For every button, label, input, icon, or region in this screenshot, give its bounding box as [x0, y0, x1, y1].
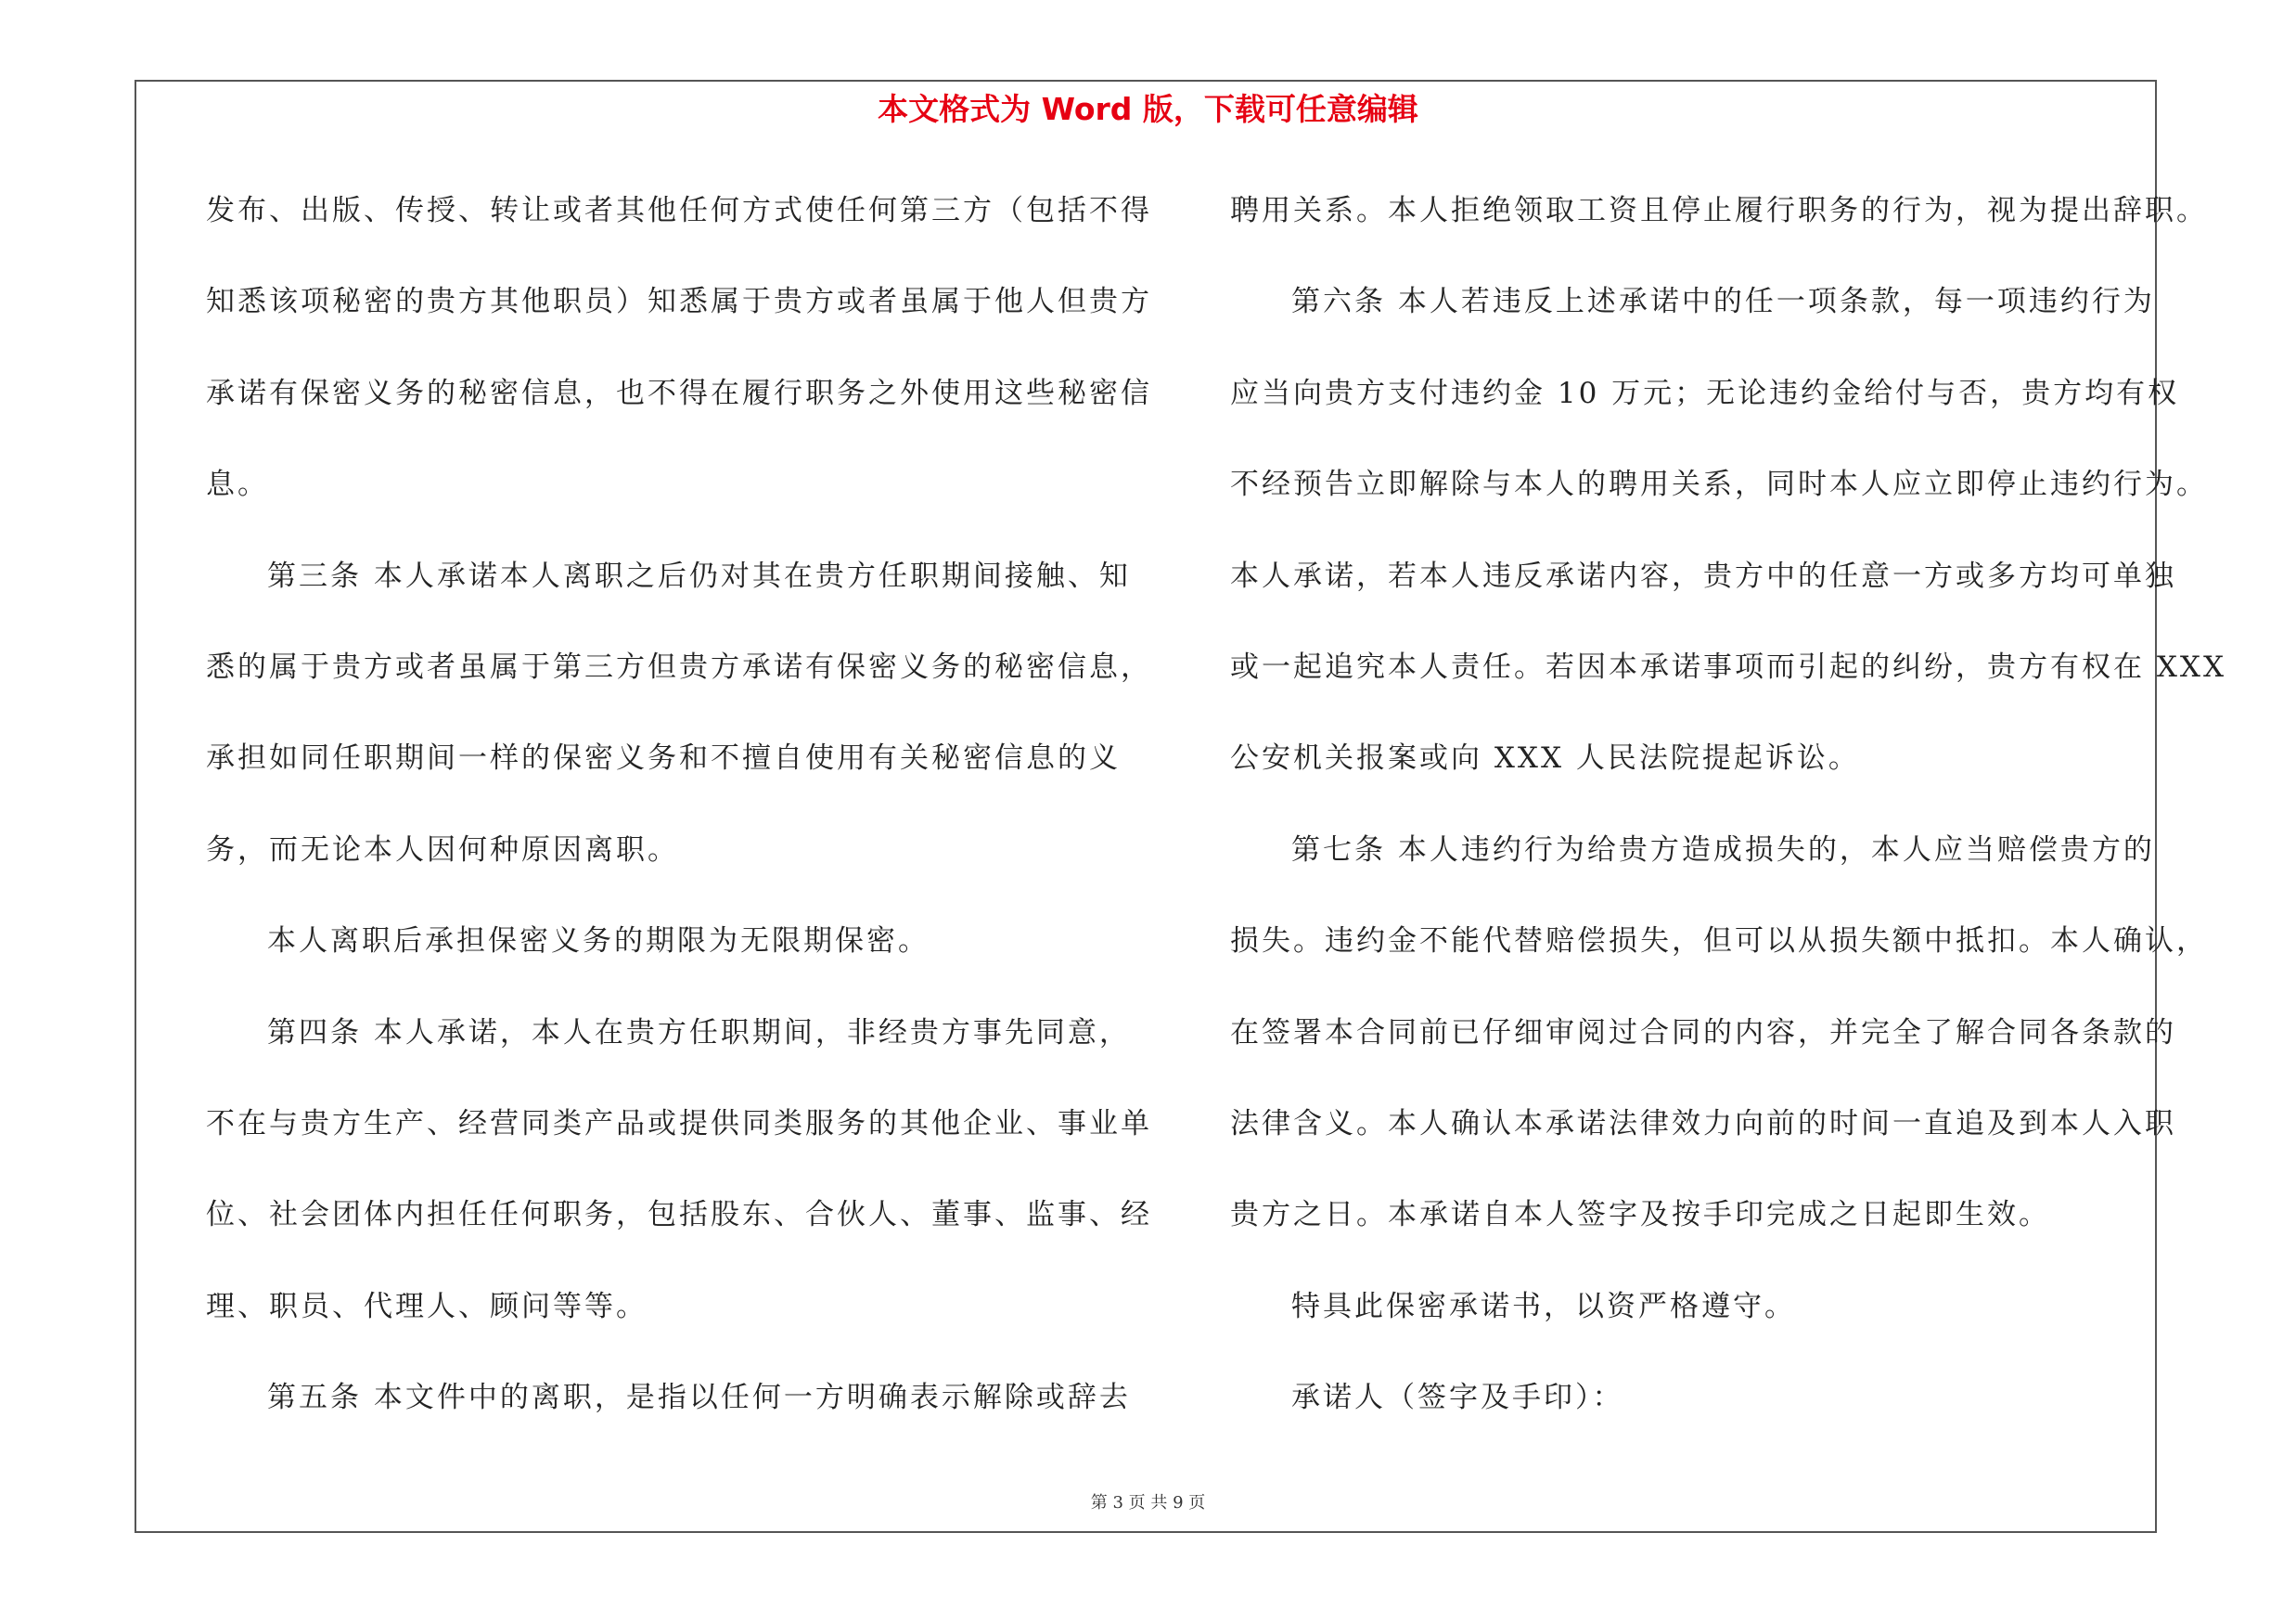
- article-5-start: 第五条 本文件中的离职，是指以任何一方明确表示解除或辞去: [267, 1381, 1131, 1415]
- closing-statement: 特具此保密承诺书，以资严格遵守。: [1291, 1289, 1796, 1323]
- article-3-start: 第三条 本人承诺本人离职之后仍对其在贵方任职期间接触、知: [267, 559, 1131, 593]
- right-text-column: [1230, 183, 2227, 1461]
- text-line: 公安机关报案或向 XXX 人民法院提起诉讼。: [1230, 741, 1860, 776]
- article-6-start: 第六条 本人若违反上述承诺中的任一项条款，每一项违约行为: [1291, 285, 2155, 319]
- text-line: 务，而无论本人因何种原因离职。: [206, 832, 679, 867]
- text-line: 损失。违约金不能代替赔偿损失，但可以从损失额中抵扣。本人确认，: [1230, 924, 2208, 959]
- text-line: 知悉该项秘密的贵方其他职员）知悉属于贵方或者虽属于他人但贵方: [206, 285, 1152, 319]
- text-line: 承担如同任职期间一样的保密义务和不擅自使用有关秘密信息的义: [206, 741, 1121, 776]
- text-line: 息。: [206, 468, 269, 502]
- text-line: 不经预告立即解除与本人的聘用关系，同时本人应立即停止违约行为。: [1230, 468, 2208, 502]
- text-line: 贵方之日。本承诺自本人签字及按手印完成之日起即生效。: [1230, 1198, 2050, 1232]
- article-4-start: 第四条 本人承诺，本人在贵方任职期间，非经贵方事先同意，: [267, 1015, 1131, 1050]
- text-line: 应当向贵方支付违约金 10 万元；无论违约金给付与否，贵方均有权: [1230, 376, 2180, 410]
- confidentiality-term-line: 本人离职后承担保密义务的期限为无限期保密。: [267, 924, 930, 959]
- page-number: 第 3 页 共 9 页: [1090, 1493, 1206, 1513]
- article-7-start: 第七条 本人违约行为给贵方造成损失的，本人应当赔偿贵方的: [1291, 832, 2155, 867]
- left-text-column: [206, 183, 1152, 1461]
- text-line: 理、职员、代理人、顾问等等。: [206, 1289, 648, 1323]
- text-line: 或一起追究本人责任。若因本承诺事项而引起的纠纷，贵方有权在 XXX: [1230, 650, 2227, 684]
- text-line: 发布、出版、传授、转让或者其他任何方式使任何第三方（包括不得: [206, 194, 1152, 227]
- format-notice-banner: 本文格式为 Word 版，下载可任意编辑: [878, 91, 1418, 127]
- text-line: 承诺有保密义务的秘密信息，也不得在履行职务之外使用这些秘密信: [206, 376, 1152, 410]
- text-line: 位、社会团体内担任任何职务，包括股东、合伙人、董事、监事、经: [206, 1198, 1152, 1232]
- text-line: 悉的属于贵方或者虽属于第三方但贵方承诺有保密义务的秘密信息，: [206, 650, 1152, 684]
- signature-label: 承诺人（签字及手印）：: [1291, 1381, 1624, 1415]
- text-line: 法律含义。本人确认本承诺法律效力向前的时间一直追及到本人入职: [1230, 1106, 2176, 1140]
- text-line: 不在与贵方生产、经营同类产品或提供同类服务的其他企业、事业单: [206, 1106, 1152, 1140]
- text-line: 聘用关系。本人拒绝领取工资且停止履行职务的行为，视为提出辞职。: [1230, 194, 2208, 227]
- text-line: 在签署本合同前已仔细审阅过合同的内容，并完全了解合同各条款的: [1230, 1015, 2176, 1050]
- text-line: 本人承诺，若本人违反承诺内容，贵方中的任意一方或多方均可单独: [1230, 559, 2176, 593]
